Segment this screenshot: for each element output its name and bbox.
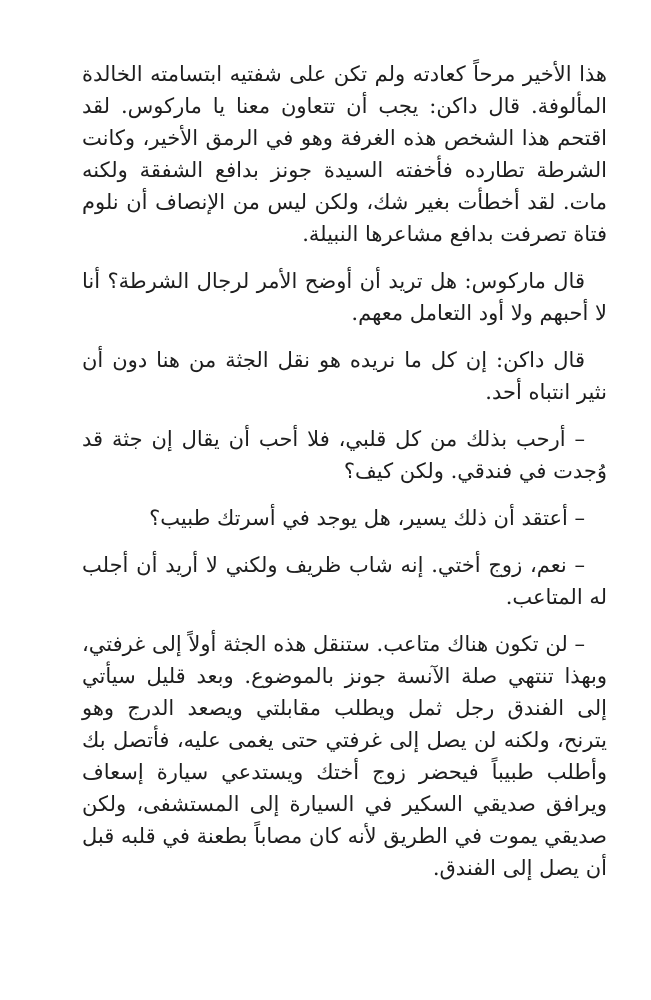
paragraph-dialogue-brother-in-law: – نعم، زوج أختي. إنه شاب ظريف ولكني لا أريد أن أجلب له المتاعب. <box>82 553 607 609</box>
paragraph-dialogue-doctor-question: – أعتقد أن ذلك يسير، هل يوجد في أسرتك طبيب؟ <box>149 506 585 530</box>
paragraph-dialogue-welcome: – أرحب بذلك من كل قلبي، فلا أحب أن يقال إن جثة قد وُجدت في فندقي. ولكن كيف؟ <box>82 427 607 483</box>
book-page <box>82 58 607 884</box>
paragraph-narration: هذا الأخير مرحاً كعادته ولم تكن على شفتيه ابتسامته الخالدة المألوفة. قال داكن: يجب أن تتعاون معنا يا ماركوس. لقد اقتحم هذا الشخص هذه الغرفة وهو في الرمق الأخير، وكانت الشرطة تطارده فأخفته السيدة جونز بدافع الشفقة ولكنه مات. لقد أخطأت بغير شك، ولكن ليس من الإنصاف أن نلوم فتاة تصرفت بدافع مشاعرها النبيلة. <box>82 62 607 246</box>
paragraph-dakin-reply: قال داكن: إن كل ما نريده هو نقل الجثة من هنا دون أن نثير انتباه أحد. <box>82 348 607 404</box>
paragraph-marcus-question: قال ماركوس: هل تريد أن أوضح الأمر لرجال الشرطة؟ أنا لا أحبهم ولا أود التعامل معهم. <box>82 269 607 325</box>
paragraph-dialogue-plan: – لن تكون هناك متاعب. ستنقل هذه الجثة أولاً إلى غرفتي، وبهذا تنتهي صلة الآنسة جونز بالموضوع. وبعد قليل سيأتي إلى الفندق رجل ثمل ويطلب مقابلتي ويصعد الدرج وهو يترنح، ولكنه لن يصل إلى غرفتي حتى يغمى عليه، فأتصل بك وأطلب طبيباً فيحضر زوج أختك ويستدعي سيارة إسعاف ويرافق صديقي السكير في السيارة إلى المستشفى، ولكن صديقي يموت في الطريق لأنه كان مصاباً بطعنة في قلبه قبل أن يصل إلى الفندق. <box>82 632 607 880</box>
